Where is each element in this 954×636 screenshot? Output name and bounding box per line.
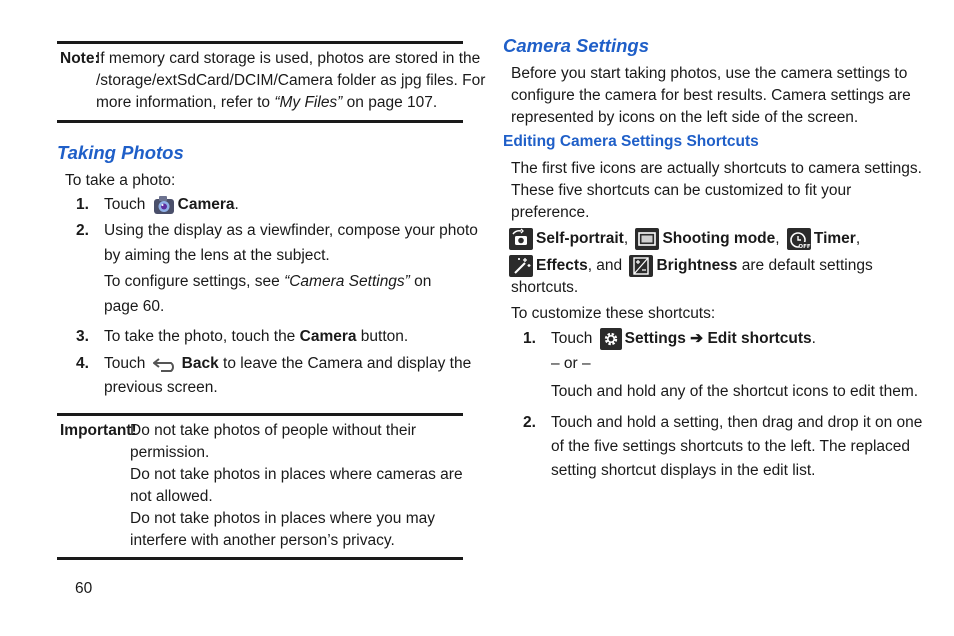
important-line-4: not allowed. [130,488,213,505]
brightness-icon[interactable] [629,255,653,277]
shooting-mode-icon[interactable] [635,228,659,250]
shooting-mode-label: Shooting mode [662,230,776,248]
or-separator: – or – [551,355,591,372]
step-4-number: 4. [76,355,89,372]
taking-photos-heading: Taking Photos [57,142,184,163]
step-1-pre: Touch [104,196,150,213]
step-3-text [104,326,408,348]
step-1-post: . [234,196,239,213]
back-arrow-icon[interactable] [153,356,179,372]
brightness-label: Brightness [656,257,738,275]
editing-line-2: These five shortcuts can be customized to fit your [511,182,852,199]
step-4-text [104,353,471,375]
step-3-number: 3. [76,328,89,345]
note-top-rule [57,41,463,44]
comma-1: , [623,230,629,248]
step-1-number: 1. [76,196,89,213]
editing-line-3: preference. [511,204,590,221]
important-label: Important! [60,422,137,439]
taking-photos-intro: To take a photo: [65,172,176,189]
effects-icon[interactable] [509,255,533,277]
important-bottom-rule [57,557,463,560]
step-4-line-2: previous screen. [104,379,218,396]
camera-settings-line-3: represented by icons on the left side of the screen. [511,109,859,126]
shortcuts-line-3: shortcuts. [511,279,579,296]
my-files-link[interactable]: “My Files” [274,94,343,111]
important-line-6: interfere with another person’s privacy. [130,532,395,549]
step-4-post: to leave the Camera and display the [218,355,472,372]
timer-off-icon[interactable] [787,228,811,250]
customize-step-1-pre: Touch [551,330,597,348]
note-label: Note: [60,50,100,67]
customize-intro: To customize these shortcuts: [511,305,716,322]
comma-3: , [855,230,861,248]
step-3-pre: To take the photo, touch the [104,328,300,345]
customize-step-1-text [551,328,816,350]
edit-shortcuts-label: Edit shortcuts [707,330,812,348]
shortcuts-line-1 [509,228,860,250]
step-3-camera: Camera [299,328,357,345]
important-line-1: Do not take photos of people without their [130,422,417,439]
step-2-number: 2. [76,222,89,239]
camera-settings-line-2: configure the camera for best results. Camera settings are [511,87,911,104]
settings-label: Settings [624,330,686,348]
step-1-text [104,194,239,216]
step-2-sub-post: on [409,273,432,290]
note-line-3 [96,92,437,114]
camera-settings-link[interactable]: “Camera Settings” [284,273,410,290]
comma-2: , [775,230,780,248]
note-line-1: If memory card storage is used, photos are stored in the [96,50,481,67]
note-line-2: /storage/extSdCard/DCIM/Camera folder as jpg files. For [96,72,486,89]
customize-step-1-post: . [811,330,816,348]
svg-text:OFF: OFF [798,244,811,250]
arrow-separator: ➔ [685,330,708,348]
customize-step-2-line-2: of the five settings shortcuts to the left. The replaced [551,438,910,455]
step-2-line-1: Using the display as a viewfinder, compose your photo [104,222,478,239]
step-3-post: button. [356,328,409,345]
step-2-sub-line-1 [104,271,431,293]
customize-step-1-number: 1. [523,330,536,347]
step-4-pre: Touch [104,355,150,372]
important-line-5: Do not take photos in places where you may [130,510,436,527]
shortcuts-line-2 [509,255,873,277]
important-line-2: permission. [130,444,210,461]
step-2-line-2: by aiming the lens at the subject. [104,247,330,264]
step-2-sub-line-2: page 60. [104,298,165,315]
self-portrait-label: Self-portrait [536,230,624,248]
note-line-3-text: more information, refer to [96,94,275,111]
camera-settings-heading: Camera Settings [503,35,649,56]
timer-label: Timer [813,230,856,248]
customize-step-1-alt: Touch and hold any of the shortcut icons to edit them. [551,383,919,400]
camera-app-icon[interactable] [153,195,175,215]
step-1-camera: Camera [177,196,235,213]
note-line-3-tail: on page 107. [342,94,438,111]
important-top-rule [57,413,463,416]
page-number: 60 [75,580,93,597]
settings-gear-icon[interactable] [600,328,622,350]
camera-settings-line-1: Before you start taking photos, use the camera settings to [511,65,908,82]
and-text: , and [587,257,627,275]
effects-label: Effects [536,257,588,275]
important-line-3: Do not take photos in places where cameras are [130,466,463,483]
step-2-sub-pre: To configure settings, see [104,273,285,290]
customize-step-2-number: 2. [523,414,536,431]
customize-step-2-line-1: Touch and hold a setting, then drag and drop it on one [551,414,923,431]
step-4-back: Back [181,355,219,372]
customize-step-2-line-3: setting shortcut displays in the edit list. [551,462,816,479]
default-tail: are default settings [737,257,873,275]
editing-shortcuts-heading: Editing Camera Settings Shortcuts [503,133,759,150]
self-portrait-icon[interactable] [509,228,533,250]
editing-line-1: The first five icons are actually shortcuts to camera settings. [511,160,922,177]
note-bottom-rule [57,120,463,123]
